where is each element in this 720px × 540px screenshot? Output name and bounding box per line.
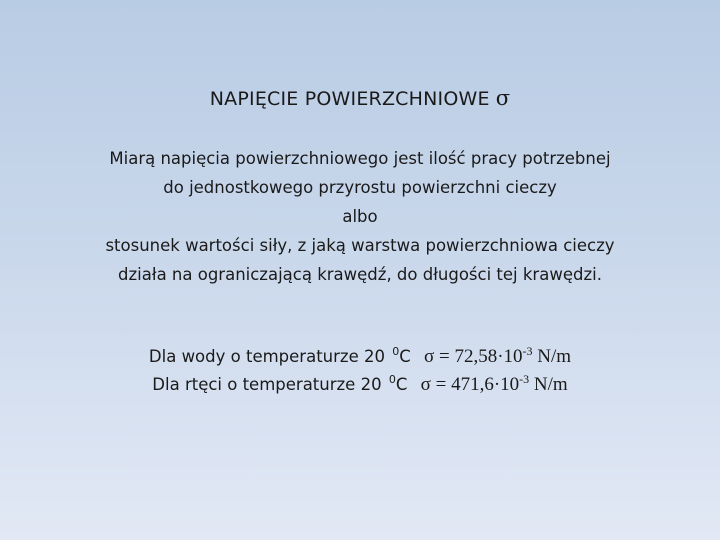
degree-superscript: 0 [388,373,396,386]
degree-superscript: 0 [392,345,400,358]
example-water [0,343,720,371]
celsius-unit: C [395,375,408,394]
definition-line: albo [342,207,378,226]
slide-title-text: NAPIĘCIE POWIERZCHNIOWE [209,88,490,110]
sigma-symbol: σ [495,86,511,110]
celsius-unit: C [399,347,411,366]
example-label: Dla rtęci o temperaturze 20 [152,375,382,394]
definition-line: działa na ograniczającą krawędź, do długości tej krawędzi. [118,265,602,284]
formula-main: σ = 72,58·10 [424,346,523,367]
example-mercury [0,371,720,399]
example-label: Dla wody o temperaturze 20 [148,347,385,366]
example-values [0,343,720,399]
definition-line: do jednostkowego przyrostu powierzchni cieczy [163,178,557,197]
formula-main: σ = 471,6·10 [420,374,520,395]
definition-line: stosunek wartości siły, z jaką warstwa powierzchniowa cieczy [105,236,615,255]
formula-unit: N/m [532,346,572,367]
formula-exponent: -3 [522,344,533,358]
formula-unit: N/m [529,374,568,395]
slide-title [0,86,720,110]
definition-line: Miarą napięcia powierzchniowego jest ilość pracy potrzebnej [109,149,611,168]
formula-exponent: -3 [519,372,530,386]
surface-tension-formula [424,346,571,367]
definition-text [40,144,680,289]
surface-tension-formula [421,374,568,395]
